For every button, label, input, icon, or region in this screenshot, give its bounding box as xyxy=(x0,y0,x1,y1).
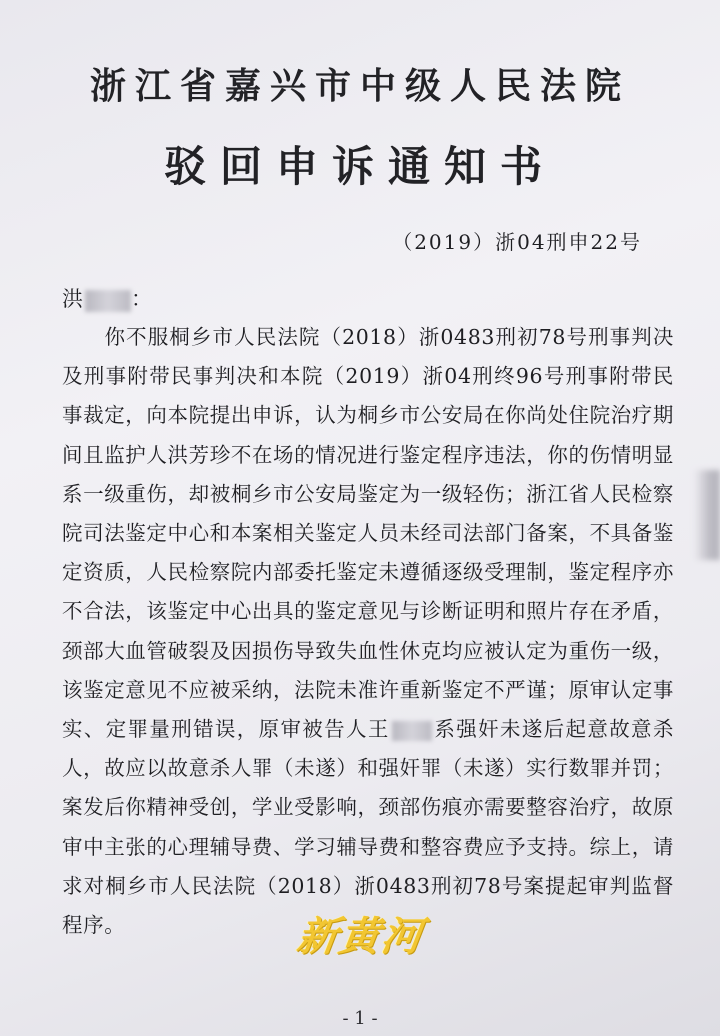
redacted-name-mosaic xyxy=(85,290,131,312)
addressee-colon: ： xyxy=(131,287,152,311)
court-name: 浙江省嘉兴市中级人民法院 xyxy=(89,65,630,107)
document-title: 驳回申诉通知书 xyxy=(163,142,556,191)
page-edge-shadow xyxy=(694,470,720,560)
addressee-name: 洪 xyxy=(62,287,83,311)
news-watermark-logo: 新黄河 xyxy=(294,913,427,960)
body-text-part-2: 系强奸未遂后起意故意杀人，故应以故意杀人罪（未遂）和强奸罪（未遂）实行数罪并罚；案发后你精神受创，学业受影响，颈部伤痕亦需要整容治疗，故原审中主张的心理辅导费、学习辅导费和整容费应予支持。综上，请求对桐乡市人民法院（2018）浙0483刑初78号案提起审判监督程序。 xyxy=(62,717,674,938)
body-text-part-1: 你不服桐乡市人民法院（2018）浙0483刑初78号刑事判决及刑事附带民事判决和本院（2019）浙04刑终96号刑事附带民事裁定，向本院提出申诉，认为桐乡市公安局在你尚处住院治疗期间且监护人洪芳珍不在场的情况进行鉴定程序违法，你的伤情明显系一级重伤，却被桐乡市公安局鉴定为一级轻伤；浙江省人民检察院司法鉴定中心和本案相关鉴定人员未经司法部门备案，不具备鉴定资质，人民检察院内部委托鉴定未遵循逐级受理制，鉴定程序亦不合法，该鉴定中心出具的鉴定意见与诊断证明和照片存在矛盾，颈部大血管破裂及因损伤导致失血性休克均应被认定为重伤一级，该鉴定意见不应被采纳，法院未准许重新鉴定不严谨；原审认定事实、定罪量刑错误，原审被告人王 xyxy=(62,325,674,742)
redacted-name-mosaic xyxy=(392,721,432,741)
case-number: （2019）浙04刑申22号 xyxy=(392,230,642,254)
notice-body xyxy=(62,318,674,945)
addressee xyxy=(62,283,152,313)
page-number: - 1 - xyxy=(342,1008,378,1029)
